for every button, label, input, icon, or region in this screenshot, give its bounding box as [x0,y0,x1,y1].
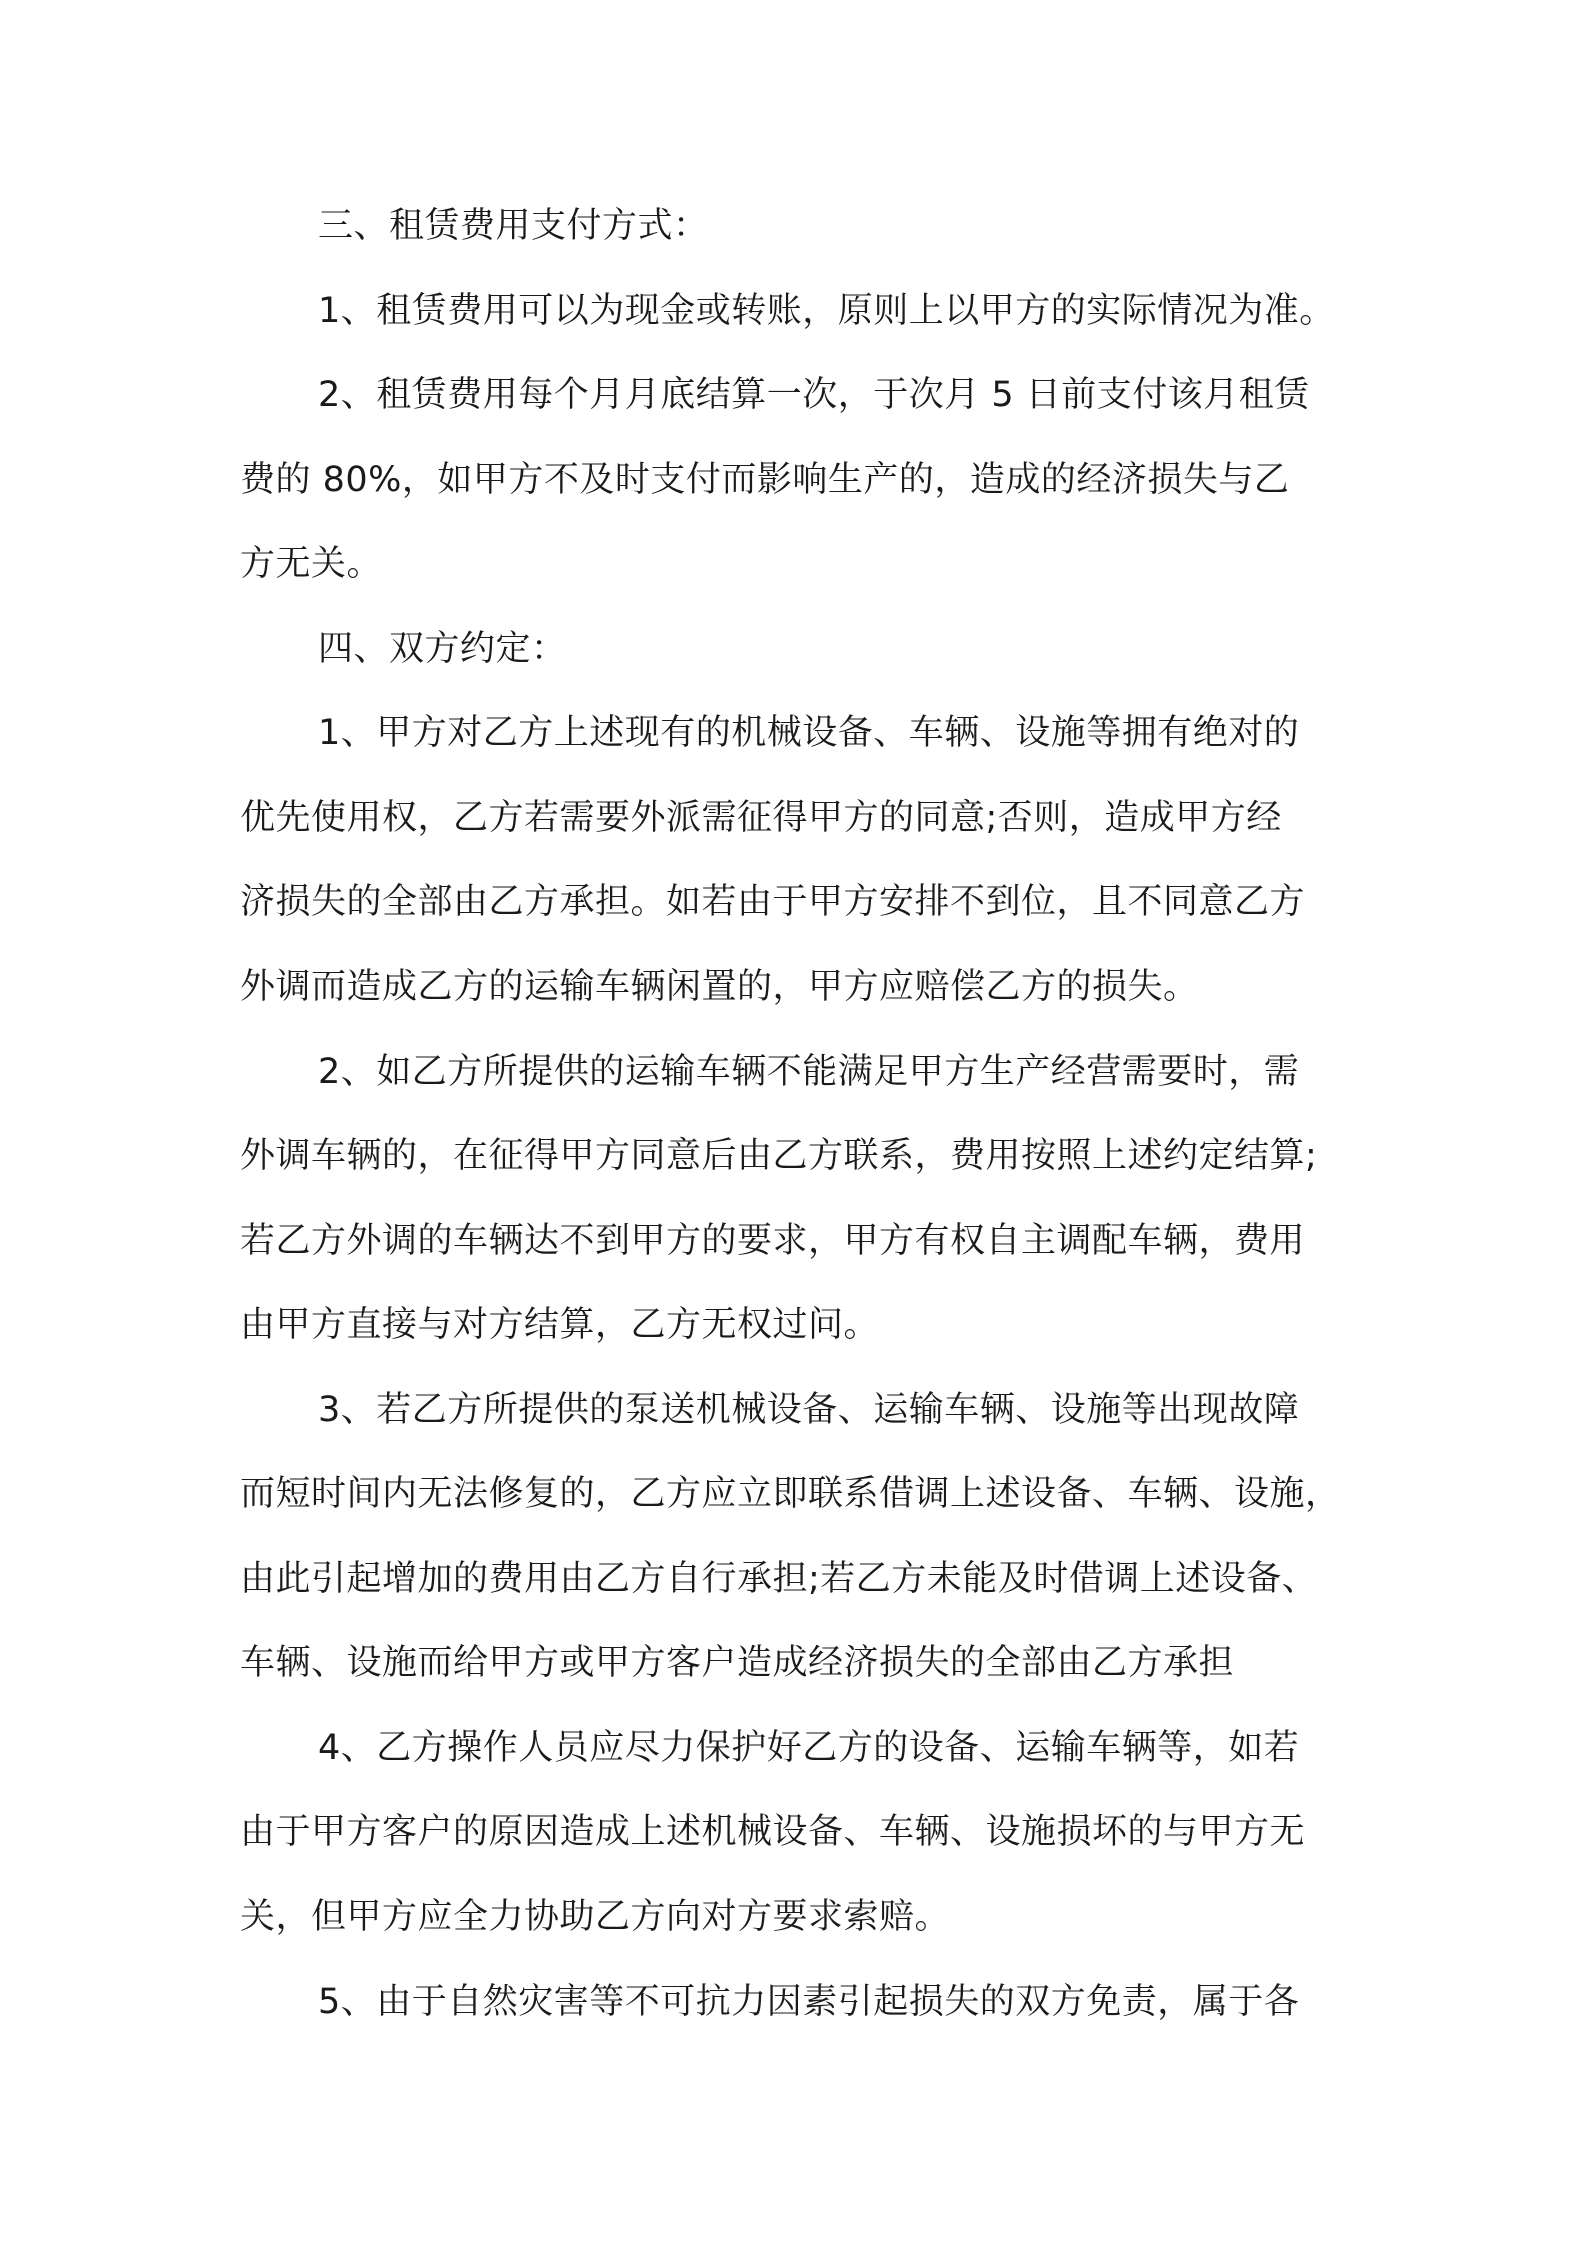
paragraph-line: 外调而造成乙方的运输车辆闲置的，甲方应赔偿乙方的损失。 [240,967,1199,1007]
paragraph-line: 由此引起增加的费用由乙方自行承担;若乙方未能及时借调上述设备、 [240,1559,1318,1599]
paragraph-line: 4、乙方操作人员应尽力保护好乙方的设备、运输车辆等，如若 [318,1728,1300,1768]
paragraph-line: 由于甲方客户的原因造成上述机械设备、车辆、设施损坏的与甲方无 [240,1812,1306,1852]
paragraph-line: 车辆、设施而给甲方或甲方客户造成经济损失的全部由乙方承担 [240,1643,1235,1683]
paragraph-line: 2、租赁费用每个月月底结算一次，于次月 5 日前支付该月租赁 [318,375,1310,415]
paragraph-line: 3、若乙方所提供的泵送机械设备、运输车辆、设施等出现故障 [318,1390,1300,1430]
paragraph-line: 由甲方直接与对方结算，乙方无权过问。 [240,1305,880,1345]
paragraph-line: 外调车辆的，在征得甲方同意后由乙方联系，费用按照上述约定结算; [240,1136,1318,1176]
paragraph-line: 若乙方外调的车辆达不到甲方的要求，甲方有权自主调配车辆，费用 [240,1221,1306,1261]
paragraph-line: 关，但甲方应全力协助乙方向对方要求索赔。 [240,1897,951,1937]
paragraph-line: 优先使用权，乙方若需要外派需征得甲方的同意;否则，造成甲方经 [240,798,1282,838]
paragraph-line: 1、租赁费用可以为现金或转账，原则上以甲方的实际情况为准。 [318,291,1335,331]
paragraph-line: 2、如乙方所提供的运输车辆不能满足甲方生产经营需要时，需 [318,1052,1300,1092]
paragraph-line: 济损失的全部由乙方承担。如若由于甲方安排不到位，且不同意乙方 [240,882,1306,922]
paragraph-line: 1、甲方对乙方上述现有的机械设备、车辆、设施等拥有绝对的 [318,713,1300,753]
paragraph-line: 而短时间内无法修复的，乙方应立即联系借调上述设备、车辆、设施， [240,1474,1341,1514]
paragraph-line: 方无关。 [240,544,383,584]
section-heading-agreement: 四、双方约定： [318,629,567,669]
paragraph-line: 费的 80%，如甲方不及时支付而影响生产的，造成的经济损失与乙 [240,460,1290,500]
paragraph-line: 5、由于自然灾害等不可抗力因素引起损失的双方免责，属于各 [318,1982,1300,2022]
section-heading-payment: 三、租赁费用支付方式： [318,206,709,246]
